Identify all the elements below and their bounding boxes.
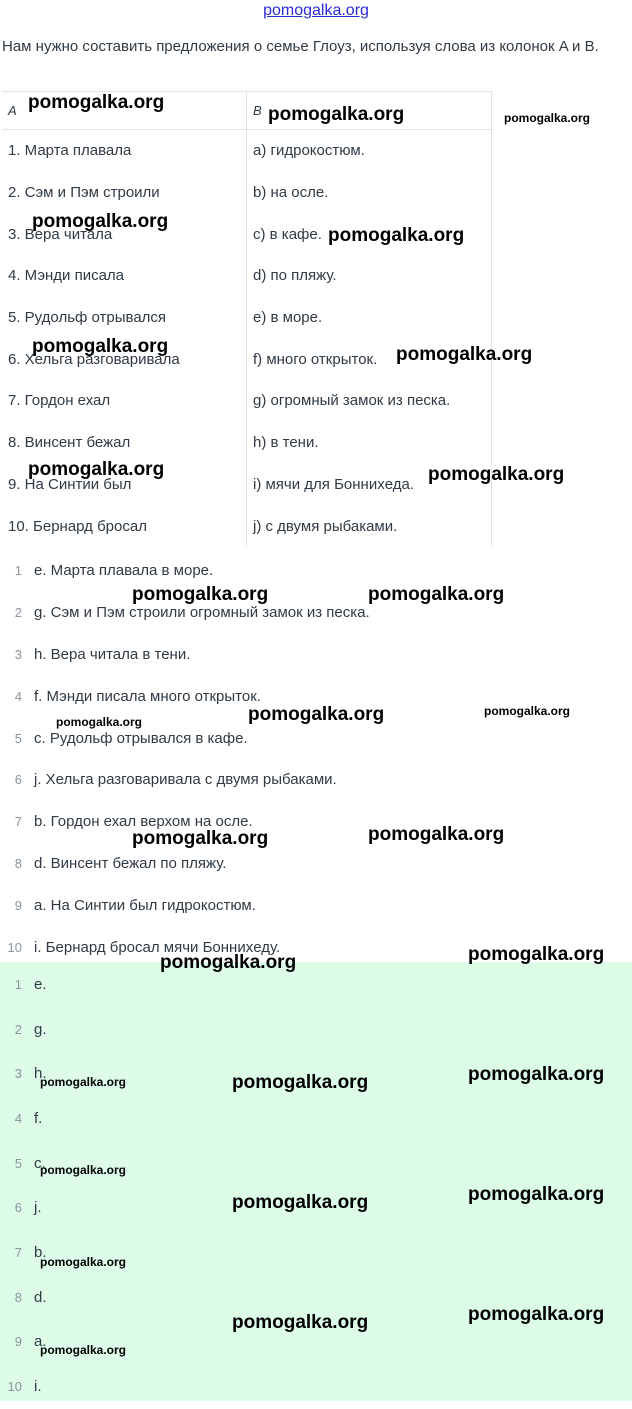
- item-text: e. Марта плавала в море.: [34, 562, 214, 580]
- watermark-text: pomogalka.org: [232, 1192, 369, 1213]
- item-text: g.: [34, 1020, 47, 1038]
- item-text: a.: [34, 1333, 47, 1351]
- item-text: f. Мэнди писала много открыток.: [34, 687, 261, 705]
- watermark-text: pomogalka.org: [32, 336, 169, 357]
- watermark-text: pomogalka.org: [468, 1064, 605, 1085]
- key-row: [0, 1096, 632, 1141]
- table-cell-b: e) в море.: [247, 297, 492, 339]
- item-number: 4: [14, 1110, 22, 1126]
- table-row: [2, 380, 492, 422]
- watermark-text: pomogalka.org: [368, 824, 505, 845]
- item-text: i. Бернард бросал мячи Бонниxеду.: [34, 938, 281, 956]
- table-cell-a: 10. Бернард бросал: [2, 505, 247, 547]
- table-row: [2, 172, 492, 214]
- table-cell-a: 9. На Синтии был: [2, 464, 247, 506]
- table-cell-a: 6. Хельга разговаривала: [2, 338, 247, 380]
- item-number: 9: [14, 897, 22, 913]
- table-cell-a: 1. Марта плавала: [2, 130, 247, 172]
- item-number: 6: [14, 1200, 22, 1216]
- watermark-text: pomogalka.org: [40, 1255, 127, 1269]
- answer-row: [0, 884, 632, 926]
- watermark-text: pomogalka.org: [428, 464, 565, 485]
- watermark-text: pomogalka.org: [504, 111, 591, 125]
- table-row: [2, 297, 492, 339]
- item-text: j. Хельга разговаривала с двумя рыбаками.: [34, 771, 337, 789]
- item-text: d. Винсент бежал по пляжу.: [34, 854, 227, 872]
- table-cell-a: 7. Гордон ехал: [2, 380, 247, 422]
- item-number: 8: [14, 855, 22, 871]
- item-text: i.: [34, 1378, 42, 1396]
- item-number: 8: [14, 1289, 22, 1305]
- table-cell-b: j) с двумя рыбаками.: [247, 505, 492, 547]
- watermark-text: pomogalka.org: [40, 1343, 127, 1357]
- item-number: 10: [7, 939, 22, 955]
- table-cell-b: f) много открыток.: [247, 338, 492, 380]
- watermark-text: pomogalka.org: [132, 584, 269, 605]
- watermark-text: pomogalka.org: [396, 344, 533, 365]
- answer-row: [0, 592, 632, 634]
- answer-row: [0, 843, 632, 885]
- watermark-text: pomogalka.org: [268, 104, 405, 125]
- answer-row: [0, 550, 632, 592]
- table-row: [2, 255, 492, 297]
- answer-row: [0, 759, 632, 801]
- item-text: g. Сэм и Пэм строили огромный замок из песка.: [34, 604, 370, 622]
- watermark-text: pomogalka.org: [28, 459, 165, 480]
- table-cell-b: h) в тени.: [247, 422, 492, 464]
- item-text: a. На Синтии был гидрокостюм.: [34, 896, 256, 914]
- table-row: [2, 130, 492, 172]
- watermark-text: pomogalka.org: [40, 1163, 127, 1177]
- item-text: j.: [34, 1199, 42, 1217]
- table-cell-b: b) на осле.: [247, 172, 492, 214]
- table-cell-a: 5. Рудольф отрывался: [2, 297, 247, 339]
- key-row: [0, 962, 632, 1007]
- item-number: 7: [14, 1244, 22, 1260]
- watermark-text: pomogalka.org: [28, 92, 165, 113]
- item-number: 1: [14, 563, 22, 579]
- table-cell-b: a) гидрокостюм.: [247, 130, 492, 172]
- item-text: c.: [34, 1154, 46, 1172]
- watermark-text: pomogalka.org: [232, 1312, 369, 1333]
- key-row: [0, 1364, 632, 1409]
- item-text: e.: [34, 975, 47, 993]
- item-number: 6: [14, 772, 22, 788]
- table-cell-a: 4. Мэнди писала: [2, 255, 247, 297]
- table-cell-b: i) мячи для Бонниxеда.: [247, 464, 492, 506]
- watermark-text: pomogalka.org: [468, 1184, 605, 1205]
- watermark-text: pomogalka.org: [484, 704, 571, 718]
- item-number: 1: [14, 976, 22, 992]
- item-text: h.: [34, 1065, 47, 1083]
- site-link[interactable]: pomogalka.org: [263, 2, 369, 19]
- item-number: 5: [14, 1155, 22, 1171]
- table-cell-b: d) по пляжу.: [247, 255, 492, 297]
- watermark-text: pomogalka.org: [40, 1075, 127, 1089]
- item-text: b. Гордон ехал верхом на осле.: [34, 813, 253, 831]
- item-text: d.: [34, 1288, 47, 1306]
- item-number: 7: [14, 814, 22, 830]
- watermark-text: pomogalka.org: [132, 828, 269, 849]
- watermark-text: pomogalka.org: [232, 1072, 369, 1093]
- item-number: 2: [14, 1021, 22, 1037]
- watermark-text: pomogalka.org: [468, 1304, 605, 1325]
- watermark-text: pomogalka.org: [32, 211, 169, 232]
- watermark-text: pomogalka.org: [248, 704, 385, 725]
- item-number: 3: [14, 646, 22, 662]
- answers-list: [0, 550, 632, 968]
- answer-row: [0, 801, 632, 843]
- item-text: c. Рудольф отрывался в кафе.: [34, 729, 248, 747]
- item-text: f.: [34, 1109, 43, 1127]
- column-a-header: A: [2, 92, 247, 130]
- answer-row: [0, 634, 632, 676]
- watermark-text: pomogalka.org: [56, 715, 143, 729]
- item-number: 5: [14, 730, 22, 746]
- table-row: [2, 505, 492, 547]
- column-b-header: B: [247, 92, 492, 130]
- watermark-text: pomogalka.org: [468, 944, 605, 965]
- watermark-text: pomogalka.org: [160, 952, 297, 973]
- table-row: [2, 422, 492, 464]
- table-cell-a: 2. Сэм и Пэм строили: [2, 172, 247, 214]
- task-text: Нам нужно составить предложения о семье Глоуз, используя слова из колонок A и B.: [2, 38, 599, 55]
- watermark-text: pomogalka.org: [328, 225, 465, 246]
- item-number: 3: [14, 1066, 22, 1082]
- item-text: h. Вера читала в тени.: [34, 645, 191, 663]
- watermark-text: pomogalka.org: [368, 584, 505, 605]
- table-cell-a: 3. Вера читала: [2, 213, 247, 255]
- table-cell-b: c) в кафе.: [247, 213, 492, 255]
- key-row: [0, 1007, 632, 1052]
- item-text: b.: [34, 1243, 47, 1261]
- item-number: 4: [14, 688, 22, 704]
- table-cell-a: 8. Винсент бежал: [2, 422, 247, 464]
- table-cell-b: g) огромный замок из песка.: [247, 380, 492, 422]
- item-number: 10: [7, 1379, 22, 1395]
- item-number: 9: [14, 1334, 22, 1350]
- answer-key: [0, 962, 632, 1401]
- item-number: 2: [14, 605, 22, 621]
